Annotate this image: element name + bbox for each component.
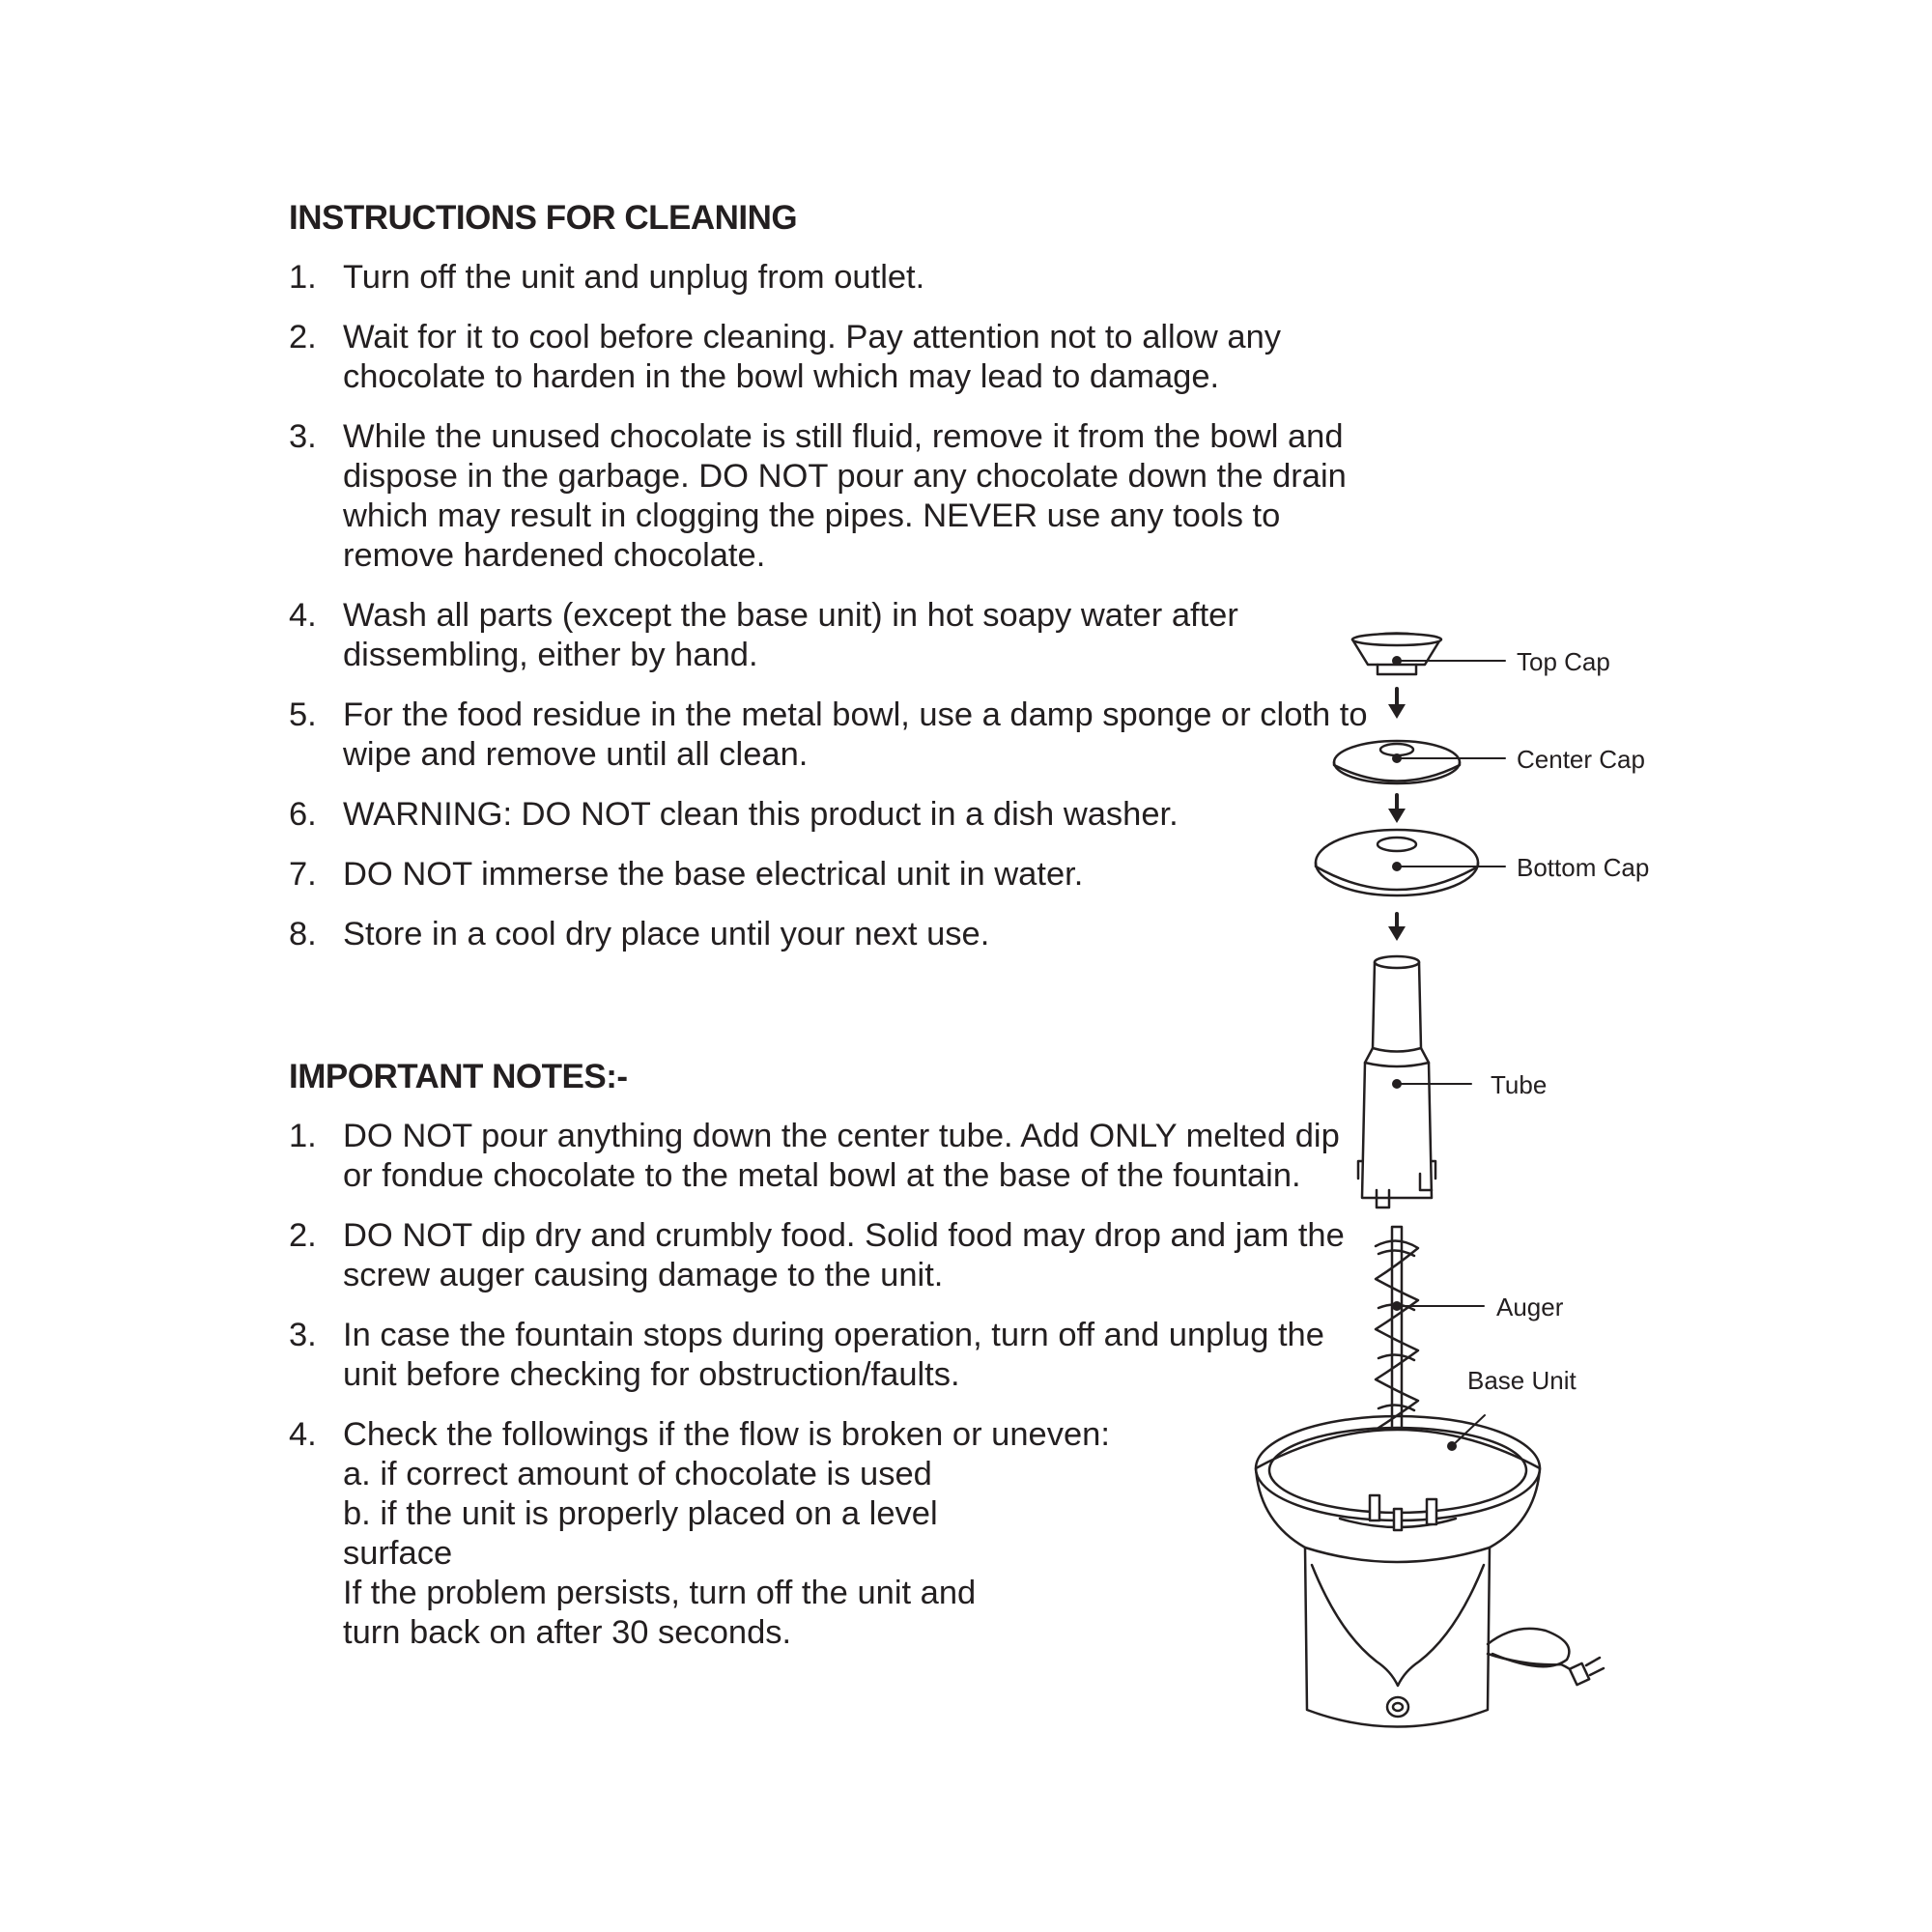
step-text-line: Wait for it to cool before cleaning. Pay attention not to allow any (343, 319, 1282, 355)
note-number: 4. (289, 1416, 317, 1453)
step-text-line: which may result in clogging the pipes. NEVER use any tools to (343, 497, 1281, 534)
step-text-line: dissembling, either by hand. (343, 637, 758, 673)
step-text-line: wipe and remove until all clean. (343, 736, 809, 773)
base-unit-label: Base Unit (1467, 1366, 1577, 1395)
note-number: 1. (289, 1118, 317, 1154)
note-text-line: If the problem persists, turn off the unit and (343, 1575, 977, 1611)
step-text-line: chocolate to harden in the bowl which may lead to damage. (343, 358, 1220, 395)
arrow-down-icon (1388, 914, 1406, 941)
note-text-line: unit before checking for obstruction/faults. (343, 1356, 960, 1393)
note-text-line: a. if correct amount of chocolate is used (343, 1456, 932, 1492)
arrow-down-icon (1388, 795, 1406, 823)
note-text-line: b. if the unit is properly placed on a level (343, 1495, 938, 1532)
note-text-line: Check the followings if the flow is broken or uneven: (343, 1416, 1110, 1453)
note-number: 2. (289, 1217, 317, 1254)
note-text-line: or fondue chocolate to the metal bowl at the base of the fountain. (343, 1157, 1301, 1194)
base-unit-part (1256, 1416, 1604, 1727)
auger-label: Auger (1496, 1293, 1564, 1321)
step-text-line: remove hardened chocolate. (343, 537, 766, 574)
step-number: 6. (289, 796, 317, 833)
note-text-line: screw auger causing damage to the unit. (343, 1257, 944, 1293)
note-text-line: DO NOT dip dry and crumbly food. Solid food may drop and jam the (343, 1217, 1345, 1254)
notes-title: IMPORTANT NOTES:- (289, 1058, 628, 1095)
note-text-line: DO NOT pour anything down the center tube. Add ONLY melted dip (343, 1118, 1340, 1154)
step-number: 4. (289, 597, 317, 634)
step-text-line: Store in a cool dry place until your next use. (343, 916, 990, 952)
cleaning-title: INSTRUCTIONS FOR CLEANING (289, 199, 798, 237)
step-text-line: Turn off the unit and unplug from outlet. (343, 259, 925, 296)
tube-leader (1392, 1079, 1471, 1089)
step-number: 2. (289, 319, 317, 355)
top-cap-part (1352, 634, 1441, 675)
step-text-line: DO NOT immerse the base electrical unit in water. (343, 856, 1084, 893)
step-text-line: Wash all parts (except the base unit) in hot soapy water after (343, 597, 1238, 634)
note-text-line: turn back on after 30 seconds. (343, 1614, 792, 1651)
step-text-line: For the food residue in the metal bowl, use a damp sponge or cloth to (343, 696, 1368, 733)
step-number: 8. (289, 916, 317, 952)
step-text-line: WARNING: DO NOT clean this product in a dish washer. (343, 796, 1179, 833)
note-text-line: In case the fountain stops during operation, turn off and unplug the (343, 1317, 1324, 1353)
bottom-cap-label: Bottom Cap (1517, 853, 1650, 882)
step-number: 1. (289, 259, 317, 296)
step-number: 7. (289, 856, 317, 893)
note-text-line: surface (343, 1535, 453, 1572)
note-number: 3. (289, 1317, 317, 1353)
arrow-down-icon (1388, 689, 1406, 719)
step-text-line: While the unused chocolate is still fluid, remove it from the bowl and (343, 418, 1344, 455)
center-cap-label: Center Cap (1517, 745, 1645, 774)
step-text-line: dispose in the garbage. DO NOT pour any chocolate down the drain (343, 458, 1347, 495)
tube-label: Tube (1491, 1070, 1548, 1099)
top-cap-label: Top Cap (1517, 647, 1610, 676)
step-number: 5. (289, 696, 317, 733)
step-number: 3. (289, 418, 317, 455)
